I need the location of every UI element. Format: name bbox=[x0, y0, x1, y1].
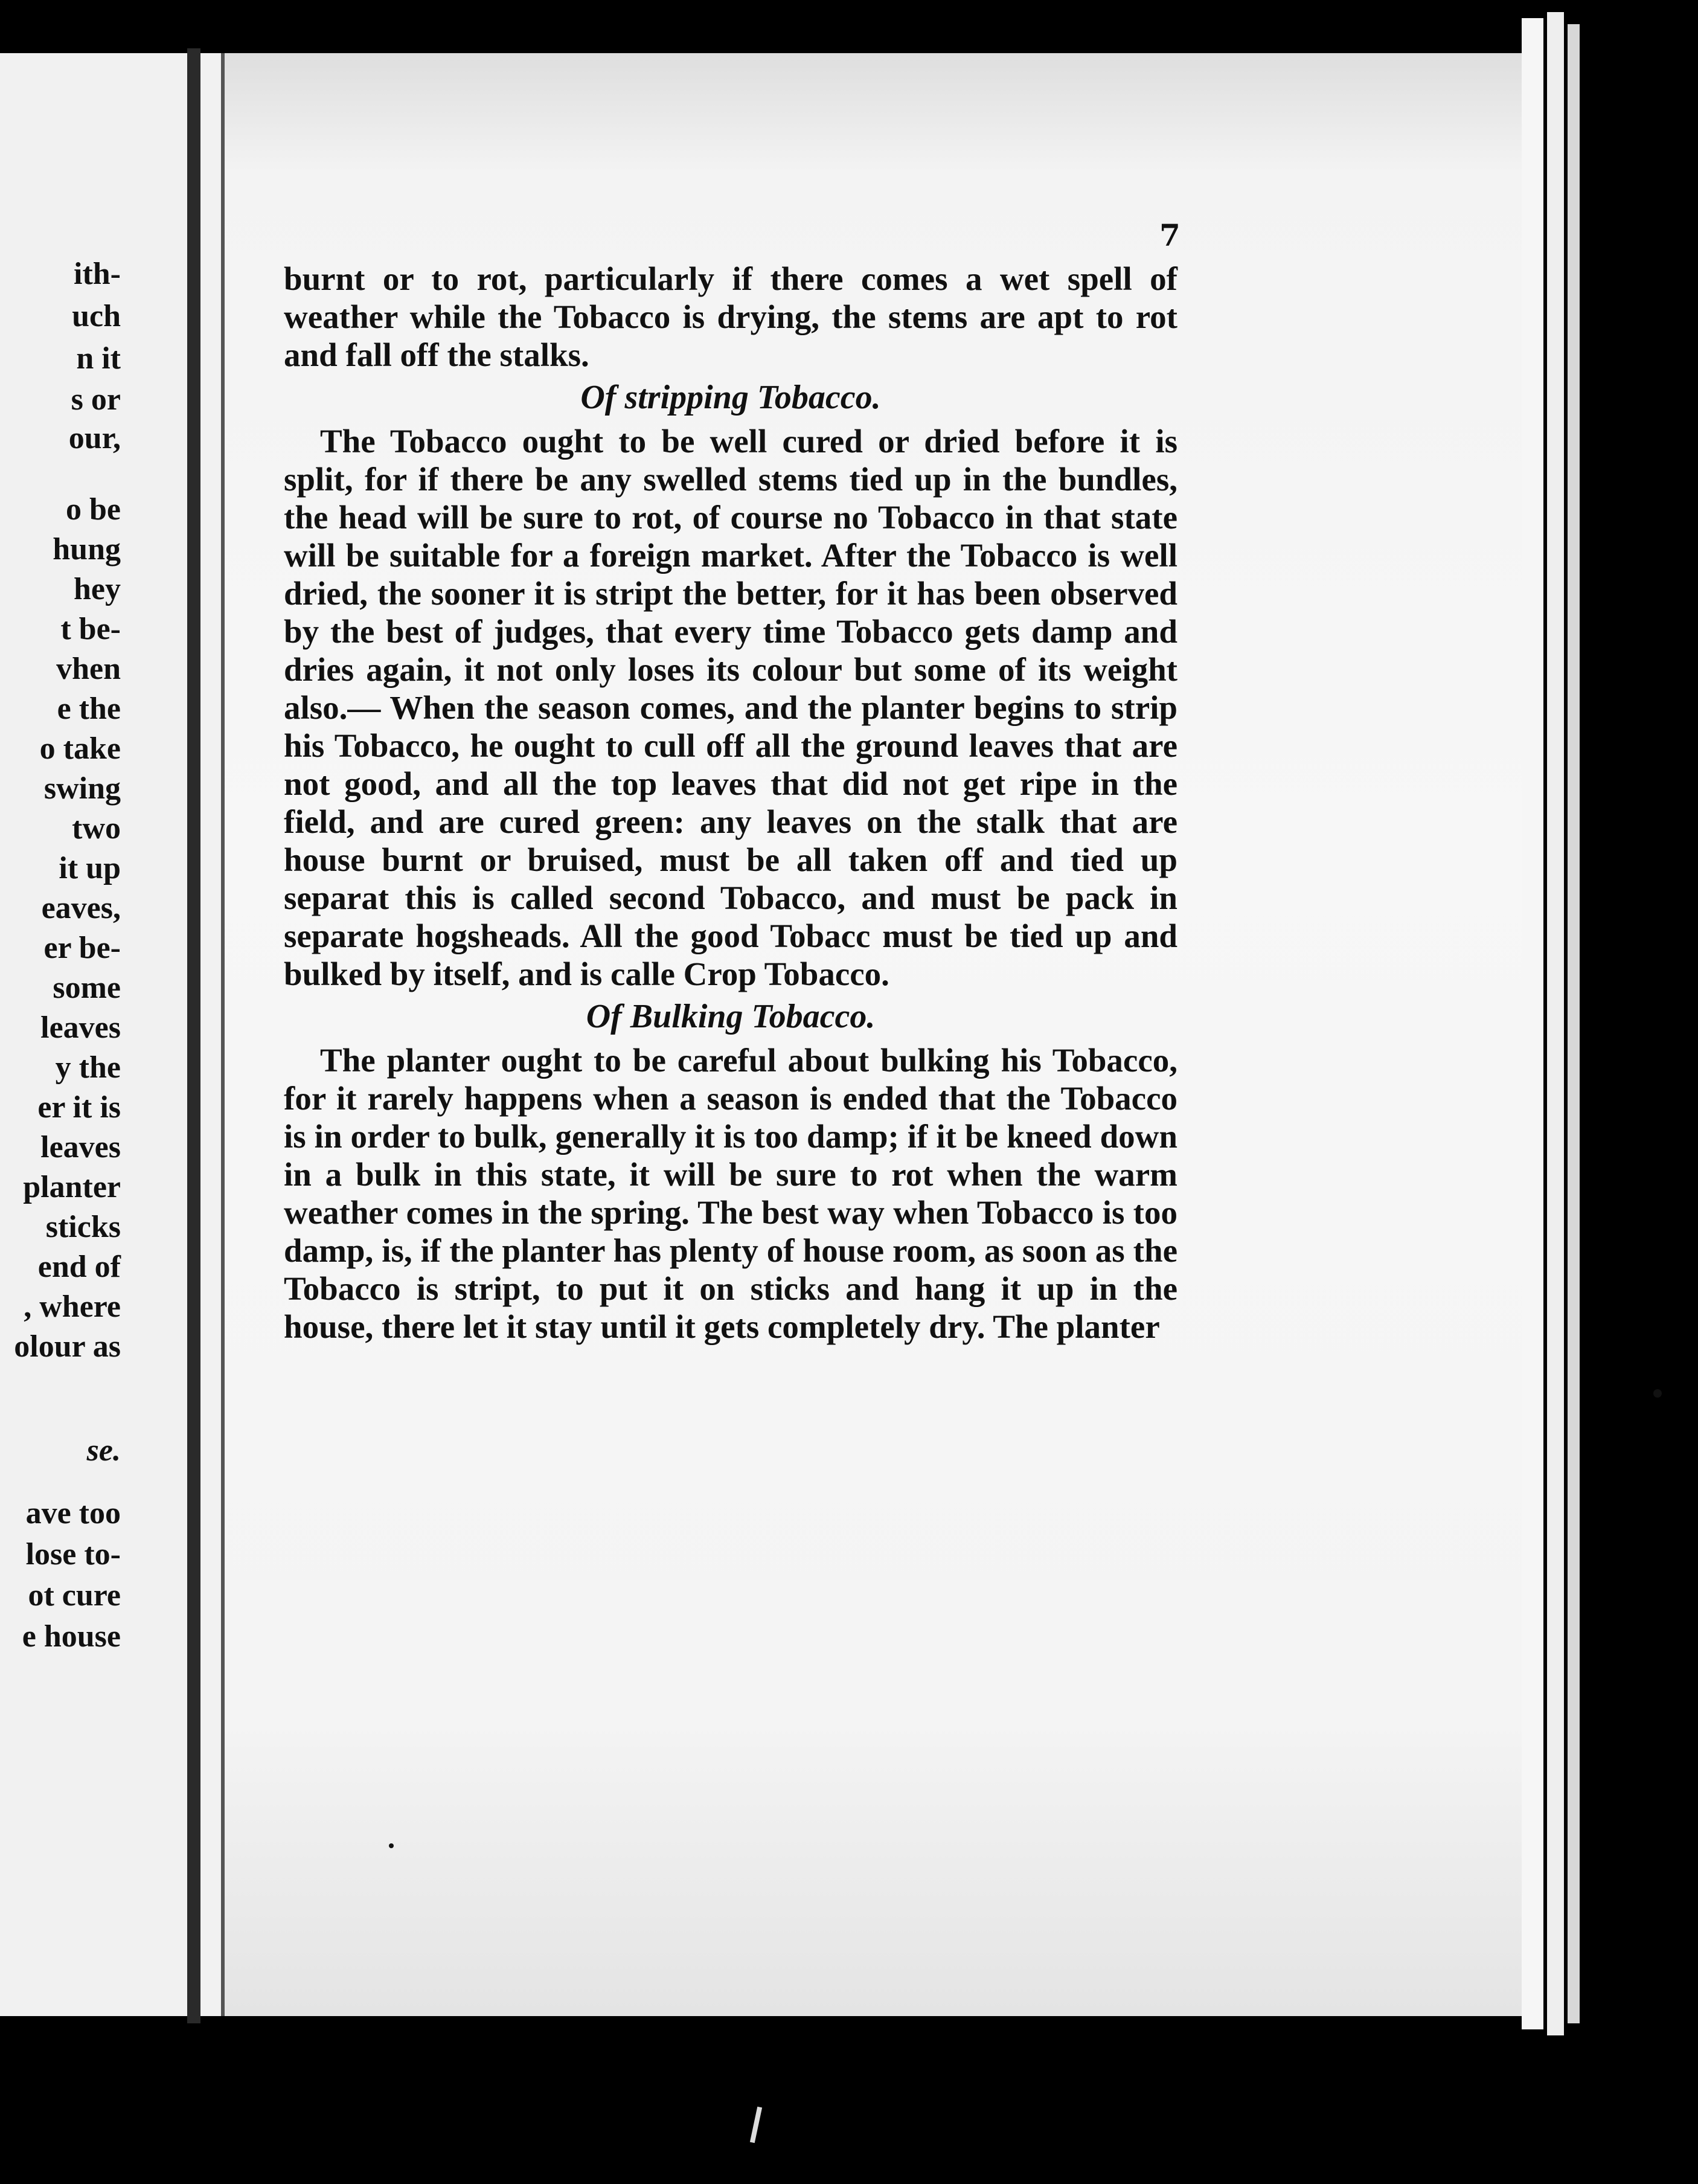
left-fragment: ot cure bbox=[28, 1578, 121, 1613]
left-fragment: e the bbox=[57, 692, 121, 726]
left-fragment: it up bbox=[59, 851, 121, 885]
left-fragment: o take bbox=[39, 731, 121, 766]
page-number: 7 bbox=[1159, 217, 1181, 253]
section-heading-bulking: Of Bulking Tobacco. bbox=[586, 998, 876, 1035]
left-fragment: hey bbox=[74, 572, 121, 606]
page-edge bbox=[1547, 12, 1564, 2035]
left-fragment: er it is bbox=[37, 1090, 121, 1125]
left-fragment: eaves, bbox=[41, 891, 121, 925]
left-fragment: n it bbox=[76, 341, 121, 376]
section-heading-stripping: Of stripping Tobacco. bbox=[580, 379, 881, 416]
left-fragment: hung bbox=[53, 532, 121, 567]
book-gutter bbox=[187, 48, 200, 2023]
left-fragment: end of bbox=[37, 1250, 121, 1284]
left-fragment: e house bbox=[22, 1619, 121, 1654]
left-fragment: t be- bbox=[60, 612, 121, 646]
left-fragment: se. bbox=[86, 1433, 121, 1468]
left-fragment: lose to- bbox=[25, 1537, 121, 1572]
scan-mark bbox=[750, 2107, 762, 2143]
left-fragment: leaves bbox=[40, 1130, 121, 1164]
left-fragment: s or bbox=[71, 382, 121, 417]
left-fragment: leaves bbox=[40, 1010, 121, 1045]
left-fragment: olour as bbox=[14, 1329, 121, 1364]
left-fragment: y the bbox=[55, 1050, 121, 1085]
left-fragment: some bbox=[53, 971, 121, 1005]
left-fragment: planter bbox=[23, 1170, 121, 1204]
page-edge bbox=[1568, 24, 1580, 2023]
left-fragment: sticks bbox=[45, 1210, 121, 1244]
scan-speck bbox=[389, 1843, 394, 1848]
left-fragment: vhen bbox=[56, 652, 121, 686]
section-body-bulking: The planter ought to be careful about bulking his Tobacco, for it rarely happens when a season is ended that the Tobacco is in order to bulk, generally it is too damp; if it be kneed down in a bulk in this state, it will be sure to rot when the warm weather comes in the spring. The best way when Tobacco is too damp, is, if the planter has plenty of house room, as soon as the Tobacco is stript, to put it on sticks and hang it up in the house, there let it stay until it gets completely dry. The planter bbox=[284, 1042, 1177, 1345]
left-fragment: uch bbox=[72, 299, 121, 333]
left-fragment: o be bbox=[66, 492, 121, 527]
section-body-stripping: The Tobacco ought to be well cured or dried before it is split, for if there be any swelled stems tied up in the bundles, the head will be sure to rot, of course no Tobacco in that state will be suitable for a foreign market. After the Tobacco is well dried, the sooner it is stript the better, for it has been observed by the best of judges, that every time Tobacco gets damp and dries again, it not only loses its colour but some of its weight also.— When the season comes, and the planter begins to strip his Tobacco, he ought to cull off all the ground leaves that are not good, and all the top leaves that did not get ripe in the field, and are cured green: any leaves on the stalk that are house burnt or bruised, must be all taken off and tied up separat this is called second Tobacco, and must be pack in separate hogsheads. All the good Tobacc must be tied up and bulked by itself, and is calle Crop Tobacco. bbox=[284, 423, 1177, 992]
page-edge bbox=[1522, 18, 1543, 2029]
page-text bbox=[284, 260, 1177, 1346]
left-fragment: ith- bbox=[74, 257, 121, 291]
left-fragment: ave too bbox=[25, 1496, 121, 1530]
left-fragment: two bbox=[72, 811, 121, 846]
scan-speck bbox=[1653, 1389, 1662, 1398]
opening-paragraph: burnt or to rot, particularly if there comes a wet spell of weather while the Tobacco is drying, the stems are apt to rot and fall off the stalks. bbox=[284, 260, 1177, 373]
left-fragment: , where bbox=[24, 1290, 121, 1324]
left-fragment: er be- bbox=[43, 931, 121, 965]
left-fragment: swing bbox=[43, 771, 121, 806]
left-fragment: our, bbox=[68, 421, 121, 455]
